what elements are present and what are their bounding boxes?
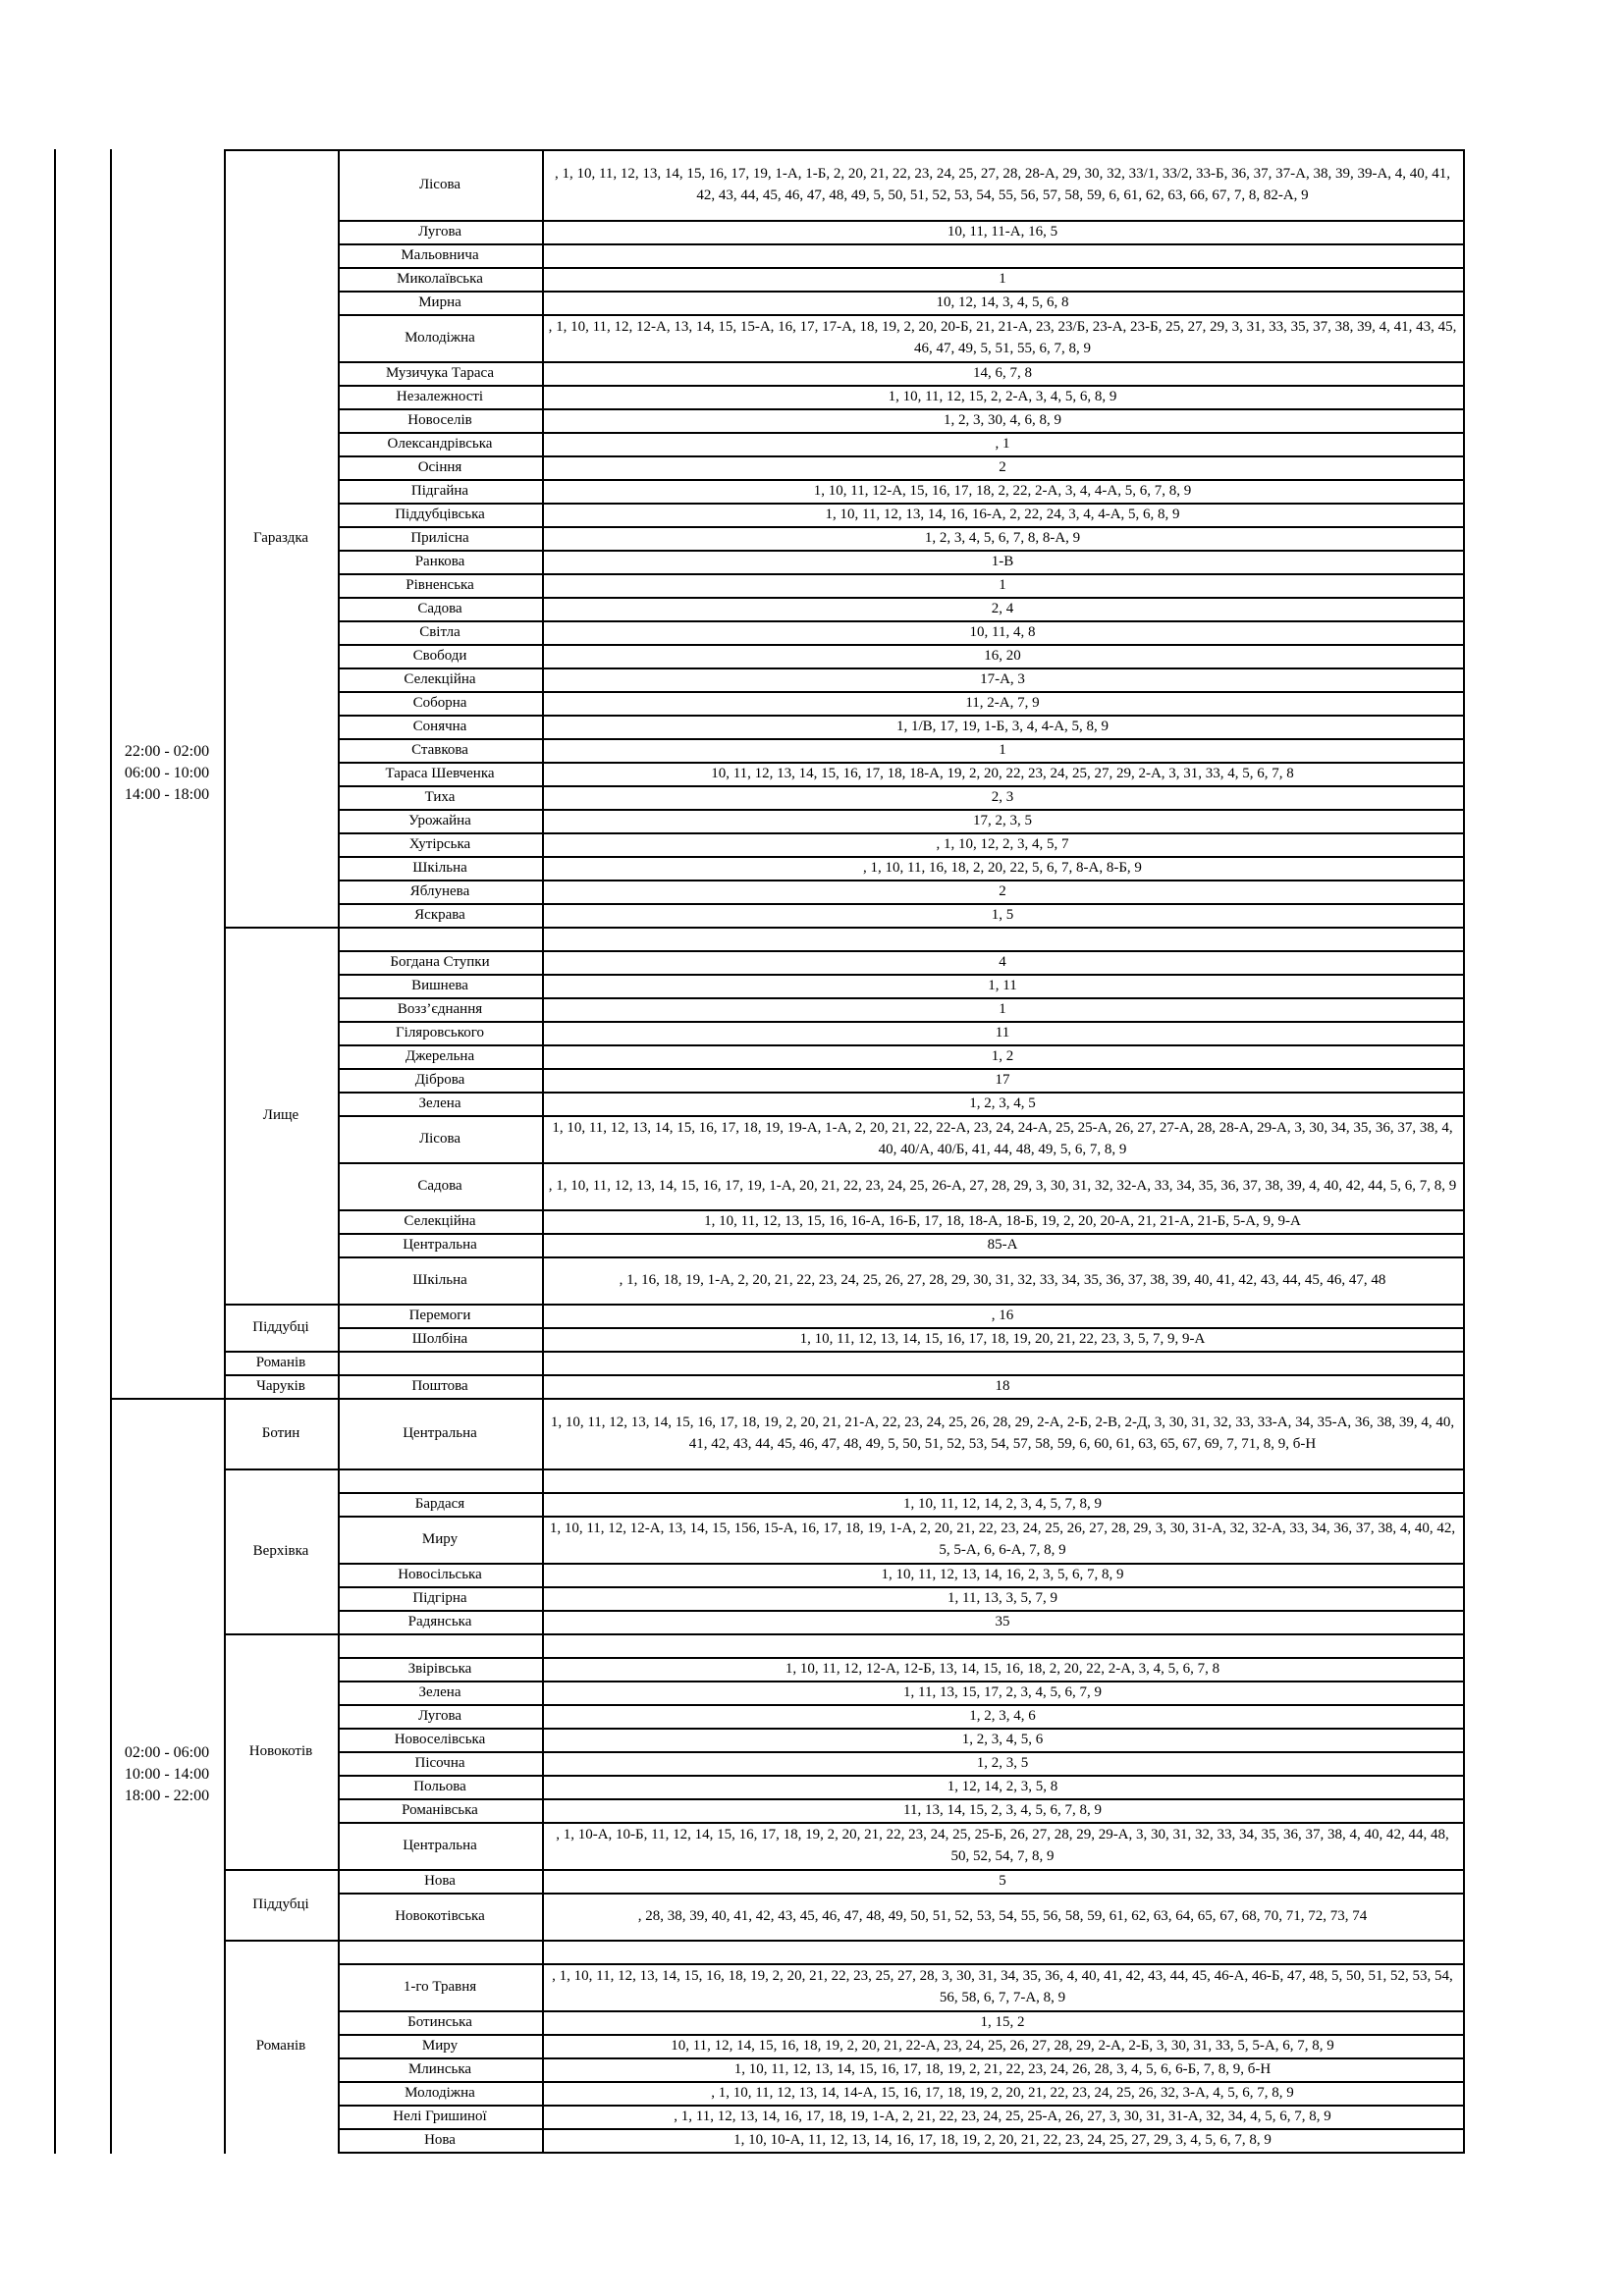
house-numbers: 1, 10, 11, 12, 12-А, 12-Б, 13, 14, 15, 16, 18, 2, 20, 22, 2-А, 3, 4, 5, 6, 7, 8 — [785, 1661, 1220, 1677]
street-name: Польова — [413, 1779, 466, 1794]
village-name: Чаруків — [256, 1378, 305, 1394]
street-name: Центральна — [403, 1425, 477, 1441]
street-name: Мирна — [418, 294, 461, 310]
house-numbers: 1 — [999, 742, 1006, 758]
street-name — [338, 1468, 542, 1492]
house-numbers: 10, 11, 12, 13, 14, 15, 16, 17, 18, 18-А, 19, 2, 20, 22, 23, 24, 25, 27, 29, 2-А, 3, 31, 33, 4, 5, 6, 7, 8 — [711, 766, 1294, 781]
street-name: Нова — [424, 2132, 456, 2148]
street-name: Світла — [419, 624, 460, 640]
house-numbers: , 1, 10, 11, 12, 13, 14, 14-А, 15, 16, 17, 18, 19, 2, 20, 21, 22, 23, 24, 25, 26, 32, 3-А, 4, 5, 6, 7, 8, 9 — [711, 2085, 1294, 2101]
street-name: Лугова — [417, 224, 462, 240]
street-name: Діброва — [414, 1072, 465, 1088]
house-numbers: 1, 11, 13, 15, 17, 2, 3, 4, 5, 6, 7, 9 — [903, 1684, 1102, 1700]
house-numbers — [542, 927, 1463, 950]
house-numbers: 1, 10, 10-А, 11, 12, 13, 14, 16, 17, 18, 19, 2, 20, 21, 22, 23, 24, 25, 27, 29, 3, 4, 5, 6, 7, 8, 9 — [733, 2132, 1272, 2148]
street-name: Миру — [421, 2038, 459, 2054]
house-numbers: 5 — [999, 1873, 1006, 1889]
time-slot: 18:00 - 22:00 — [124, 1788, 210, 1804]
house-numbers: 1 — [999, 1001, 1006, 1017]
house-numbers: , 1, 11, 12, 13, 14, 16, 17, 18, 19, 1-А, 2, 21, 22, 23, 24, 25, 25-А, 26, 27, 3, 30, 31, 31-А, 32, 34, 4, 5, 6, 7, 8, 9 — [674, 2109, 1331, 2124]
house-numbers: 1, 2, 3, 4, 6 — [969, 1708, 1036, 1724]
street-name: Садова — [417, 1178, 462, 1194]
house-numbers: , 1, 10-А, 10-Б, 11, 12, 14, 15, 16, 17, 18, 19, 2, 20, 21, 22, 23, 24, 25, 25-Б, 26, 27, 28, 29, 29-А, 3, 30, 31, 32, 33, 34, 35, 36, 37, 38, 4, 40, 42, 44, 48, 50, 52, 54, 7, 8, 9 — [556, 1827, 1449, 1864]
house-numbers: 11, 2-А, 7, 9 — [965, 695, 1040, 711]
street-name: Шкільна — [412, 1272, 467, 1288]
house-numbers: , 16 — [991, 1308, 1014, 1323]
village-name: Лище — [262, 1107, 299, 1123]
street-name: Новокотівська — [395, 1908, 485, 1924]
street-name: Тиха — [424, 789, 456, 805]
house-numbers: 14, 6, 7, 8 — [973, 365, 1032, 381]
house-numbers: 18 — [995, 1378, 1010, 1394]
column-line — [110, 149, 112, 2154]
house-numbers — [542, 1468, 1463, 1492]
house-numbers: 1, 10, 11, 12, 13, 14, 15, 16, 17, 18, 19, 20, 21, 22, 23, 3, 5, 7, 9, 9-А — [799, 1331, 1206, 1347]
street-name: Олександрівська — [387, 436, 493, 452]
street-name: Свободи — [412, 648, 467, 664]
house-numbers: 1, 10, 11, 12, 13, 14, 15, 16, 17, 18, 19, 2, 20, 21, 21-А, 22, 23, 24, 25, 26, 28, 29, 2-А, 2-Б, 2-В, 2-Д, 3, 30, 31, 32, 33, 33-А, 34, 35-А, 36, 38, 39, 4, 40, 41, 42, 43, 44, 45, 46, 47, 48, 49, 5, 50, 51, 52, 53, 54, 57, 58, 59, 6, 60, 61, 63, 65, 67, 69, 7, 71, 8, 9, б-Н — [550, 1415, 1455, 1452]
house-numbers: 17 — [995, 1072, 1010, 1088]
house-numbers — [542, 1351, 1463, 1374]
house-numbers: , 1, 10, 12, 2, 3, 4, 5, 7 — [936, 836, 1069, 852]
street-name: Незалежності — [396, 389, 484, 404]
street-name: Прилісна — [410, 530, 469, 546]
village-name: Ботин — [261, 1425, 300, 1441]
street-name: Шолбіна — [411, 1331, 468, 1347]
house-numbers: 85-А — [987, 1237, 1018, 1253]
house-numbers: 1, 10, 11, 12, 13, 14, 15, 16, 17, 18, 19, 2, 21, 22, 23, 24, 26, 28, 3, 4, 5, 6, 6-Б, 7, 8, 9, б-Н — [733, 2061, 1272, 2077]
street-name: Гіляровського — [395, 1025, 485, 1041]
house-numbers: 11, 13, 14, 15, 2, 3, 4, 5, 6, 7, 8, 9 — [903, 1802, 1102, 1818]
house-numbers: 2 — [999, 883, 1006, 899]
house-numbers: , 1 — [995, 436, 1010, 452]
street-name: Яскрава — [414, 907, 465, 923]
house-numbers: , 28, 38, 39, 40, 41, 42, 43, 45, 46, 47, 48, 49, 50, 51, 52, 53, 54, 55, 56, 58, 59, 61, 62, 63, 64, 65, 67, 68, 70, 71, 72, 73, 74 — [637, 1908, 1368, 1924]
house-numbers: 1, 10, 11, 12, 13, 15, 16, 16-А, 16-Б, 17, 18, 18-А, 18-Б, 19, 2, 20, 20-А, 21, 21-А, 21-Б, 5-А, 9, 9-А — [704, 1213, 1301, 1229]
house-numbers: 1, 2, 3, 4, 5 — [969, 1095, 1036, 1111]
street-name: Новоселівська — [394, 1732, 486, 1747]
street-name: Рівненська — [406, 577, 474, 593]
street-name: Лісова — [418, 1131, 461, 1147]
street-name: Центральна — [403, 1838, 477, 1853]
house-numbers: 1, 2 — [991, 1048, 1014, 1064]
house-numbers: 1, 11 — [988, 978, 1017, 993]
house-numbers: 1-В — [991, 554, 1014, 569]
street-name: Підгірна — [412, 1590, 467, 1606]
street-name: Новоселів — [407, 412, 472, 428]
house-numbers: , 1, 16, 18, 19, 1-А, 2, 20, 21, 22, 23, 24, 25, 26, 27, 28, 29, 30, 31, 32, 33, 34, 35, 36, 37, 38, 39, 40, 41, 42, 43, 44, 45, 46, 47, 48 — [619, 1272, 1386, 1288]
street-name: Урожайна — [408, 813, 471, 828]
column-line — [542, 149, 544, 2154]
street-name — [338, 1940, 542, 1963]
village-name: Новокотів — [248, 1743, 313, 1759]
street-name — [338, 1633, 542, 1657]
street-name: Селекційна — [404, 1213, 476, 1229]
house-numbers: 1, 12, 14, 2, 3, 5, 8 — [947, 1779, 1058, 1794]
house-numbers: 10, 11, 11-А, 16, 5 — [947, 224, 1058, 240]
village-name: Романів — [255, 2038, 306, 2054]
house-numbers: 17, 2, 3, 5 — [973, 813, 1032, 828]
house-numbers: 1, 11, 13, 3, 5, 7, 9 — [947, 1590, 1057, 1606]
street-name: Поштова — [411, 1378, 468, 1394]
house-numbers: 1, 2, 3, 4, 5, 6, 7, 8, 8-А, 9 — [924, 530, 1081, 546]
house-numbers: , 1, 10, 11, 16, 18, 2, 20, 22, 5, 6, 7, 8-А, 8-Б, 9 — [863, 860, 1142, 876]
time-slot: 02:00 - 06:00 — [124, 1744, 210, 1761]
street-name: Вишнева — [411, 978, 468, 993]
village-name: Гараздка — [252, 530, 309, 546]
street-name: Лугова — [417, 1708, 462, 1724]
house-numbers: 1, 10, 11, 12, 12-А, 13, 14, 15, 156, 15-А, 16, 17, 18, 19, 1-А, 2, 20, 21, 22, 23, 24, 25, 26, 27, 28, 29, 3, 30, 31-А, 32, 32-А, 33, 34, 36, 37, 38, 4, 40, 42, 5, 5-А, 6, 6-А, 7, 8, 9 — [549, 1521, 1456, 1558]
street-name: Бардася — [414, 1496, 465, 1512]
house-numbers: 10, 11, 4, 8 — [969, 624, 1036, 640]
house-numbers: 1, 5 — [991, 907, 1014, 923]
street-name: Ранкова — [414, 554, 465, 569]
house-numbers: 16, 20 — [984, 648, 1021, 664]
house-numbers: 17-А, 3 — [980, 671, 1025, 687]
house-numbers: , 1, 10, 11, 12, 13, 14, 15, 16, 18, 19, 2, 20, 21, 22, 23, 25, 27, 28, 3, 30, 31, 34, 35, 36, 4, 40, 41, 42, 43, 44, 45, 46-А, 46-Б, 47, 48, 5, 50, 51, 52, 53, 54, 56, 58, 6, 7, 7-А, 8, 9 — [552, 1968, 1453, 2005]
village-name: Верхівка — [252, 1543, 309, 1559]
street-name: Пісочна — [414, 1755, 465, 1771]
time-slots — [110, 149, 224, 1398]
street-name: Джерельна — [405, 1048, 475, 1064]
house-numbers: 1, 2, 3, 5 — [976, 1755, 1029, 1771]
street-name: Звірівська — [407, 1661, 472, 1677]
house-numbers: , 1, 10, 11, 12, 12-А, 13, 14, 15, 15-А, 16, 17, 17-А, 18, 19, 2, 20, 20-Б, 21, 21-А, 23, 23/Б, 23-А, 23-Б, 25, 27, 29, 3, 31, 33, 35, 37, 38, 39, 4, 41, 43, 45, 46, 47, 49, 5, 51, 55, 6, 7, 8, 9 — [548, 319, 1457, 356]
house-numbers: 1, 10, 11, 12, 13, 14, 15, 16, 17, 18, 19, 19-А, 1-А, 2, 20, 21, 22, 22-А, 23, 24, 24-А, 25, 25-А, 26, 27, 27-А, 28, 28-А, 29-А, 3, 30, 34, 35, 36, 37, 38, 4, 40, 40/А, 40/Б, 41, 44, 48, 49, 5, 6, 7, 8, 9 — [552, 1120, 1453, 1157]
street-name: Мальовнича — [401, 247, 479, 263]
street-name: 1-го Травня — [403, 1979, 477, 1995]
village-name: Романів — [255, 1355, 306, 1370]
village-name: Піддубці — [252, 1319, 309, 1335]
street-name: Молодіжна — [405, 330, 475, 346]
house-numbers: 35 — [995, 1614, 1010, 1629]
house-numbers — [542, 243, 1463, 267]
street-name: Новосільська — [398, 1567, 482, 1582]
house-numbers: 10, 12, 14, 3, 4, 5, 6, 8 — [936, 294, 1069, 310]
street-name: Молодіжна — [405, 2085, 475, 2101]
street-name: Нова — [424, 1873, 456, 1889]
street-name: Миколаївська — [397, 271, 483, 287]
column-line — [54, 149, 56, 2154]
house-numbers: 2, 4 — [991, 601, 1014, 616]
house-numbers: 1, 2, 3, 4, 5, 6 — [961, 1732, 1044, 1747]
house-numbers — [542, 1940, 1463, 1963]
house-numbers: 1, 10, 11, 12, 13, 14, 16, 2, 3, 5, 6, 7, 8, 9 — [881, 1567, 1124, 1582]
column-line — [1463, 149, 1465, 2154]
village-name: Піддубці — [252, 1896, 309, 1912]
street-name: Ботинська — [407, 2014, 472, 2030]
street-name: Музичука Тараса — [385, 365, 495, 381]
street-name: Центральна — [403, 1237, 477, 1253]
street-name: Піддубцівська — [395, 507, 485, 522]
street-name: Ставкова — [411, 742, 468, 758]
street-name: Селекційна — [404, 671, 476, 687]
house-numbers: 1 — [999, 271, 1006, 287]
house-numbers: 1 — [999, 577, 1006, 593]
street-name: Тараса Шевченка — [385, 766, 495, 781]
street-name: Яблунева — [409, 883, 470, 899]
house-numbers: 1, 10, 11, 12, 15, 2, 2-А, 3, 4, 5, 6, 8, 9 — [888, 389, 1117, 404]
street-name: Богдана Ступки — [390, 954, 490, 970]
time-slot: 22:00 - 02:00 — [124, 743, 210, 760]
street-name: Шкільна — [412, 860, 467, 876]
street-name: Млинська — [407, 2061, 472, 2077]
street-name — [338, 1351, 542, 1374]
house-numbers: , 1, 10, 11, 12, 13, 14, 15, 16, 17, 19, 1-А, 20, 21, 22, 23, 24, 25, 26-А, 27, 28, 29, 3, 30, 31, 32, 32-А, 33, 34, 35, 36, 37, 38, 39, 4, 40, 42, 44, 5, 6, 7, 8, 9 — [548, 1178, 1457, 1194]
house-numbers: 11 — [995, 1025, 1010, 1041]
street-name: Садова — [417, 601, 462, 616]
house-numbers: 1, 1/В, 17, 19, 1-Б, 3, 4, 4-А, 5, 8, 9 — [895, 719, 1110, 734]
column-line — [338, 149, 340, 2154]
street-name: Миру — [421, 1531, 459, 1547]
house-numbers: 10, 11, 12, 14, 15, 16, 18, 19, 2, 20, 21, 22-А, 23, 24, 25, 26, 27, 28, 29, 2-А, 2-Б, 3, 30, 31, 33, 5, 5-А, 6, 7, 8, 9 — [671, 2038, 1334, 2054]
street-name: Лісова — [418, 177, 461, 192]
house-numbers: 1, 10, 11, 12, 13, 14, 16, 16-А, 2, 22, 24, 3, 4, 4-А, 5, 6, 8, 9 — [825, 507, 1180, 522]
house-numbers: 4 — [999, 954, 1006, 970]
house-numbers: 2 — [999, 459, 1006, 475]
column-line — [224, 149, 226, 2154]
street-name: Возз’єднання — [397, 1001, 483, 1017]
time-slot: 14:00 - 18:00 — [124, 786, 210, 803]
street-name: Нелі Гришиної — [393, 2109, 487, 2124]
street-name: Хутірська — [408, 836, 471, 852]
street-name: Зелена — [418, 1095, 461, 1111]
time-slot: 06:00 - 10:00 — [124, 765, 210, 781]
street-name: Підгайна — [410, 483, 469, 499]
house-numbers: 2, 3 — [991, 789, 1014, 805]
street-name: Радянська — [407, 1614, 472, 1629]
house-numbers — [542, 1633, 1463, 1657]
street-name: Перемоги — [408, 1308, 471, 1323]
house-numbers: 1, 10, 11, 12-А, 15, 16, 17, 18, 2, 22, 2-А, 3, 4, 4-А, 5, 6, 7, 8, 9 — [813, 483, 1192, 499]
street-name: Романівська — [402, 1802, 478, 1818]
time-slots — [110, 1398, 224, 2152]
house-numbers: 1, 15, 2 — [980, 2014, 1025, 2030]
street-name — [338, 927, 542, 950]
house-numbers: 1, 10, 11, 12, 14, 2, 3, 4, 5, 7, 8, 9 — [903, 1496, 1102, 1512]
house-numbers: 1, 2, 3, 30, 4, 6, 8, 9 — [944, 412, 1061, 428]
street-name: Зелена — [418, 1684, 461, 1700]
table-bottom-border — [338, 2152, 1465, 2154]
house-numbers: , 1, 10, 11, 12, 13, 14, 15, 16, 17, 19, 1-А, 1-Б, 2, 20, 21, 22, 23, 24, 25, 27, 28, 28-А, 29, 30, 32, 33/1, 33/2, 33-Б, 36, 37, 37-А, 38, 39, 39-А, 4, 40, 41, 42, 43, 44, 45, 46, 47, 48, 49, 5, 50, 51, 52, 53, 54, 55, 56, 57, 58, 59, 6, 61, 62, 63, 66, 67, 7, 8, 82-А, 9 — [554, 166, 1451, 203]
street-name: Осіння — [417, 459, 462, 475]
time-slot: 10:00 - 14:00 — [124, 1766, 210, 1783]
street-name: Соборна — [412, 695, 467, 711]
street-name: Сонячна — [412, 719, 467, 734]
